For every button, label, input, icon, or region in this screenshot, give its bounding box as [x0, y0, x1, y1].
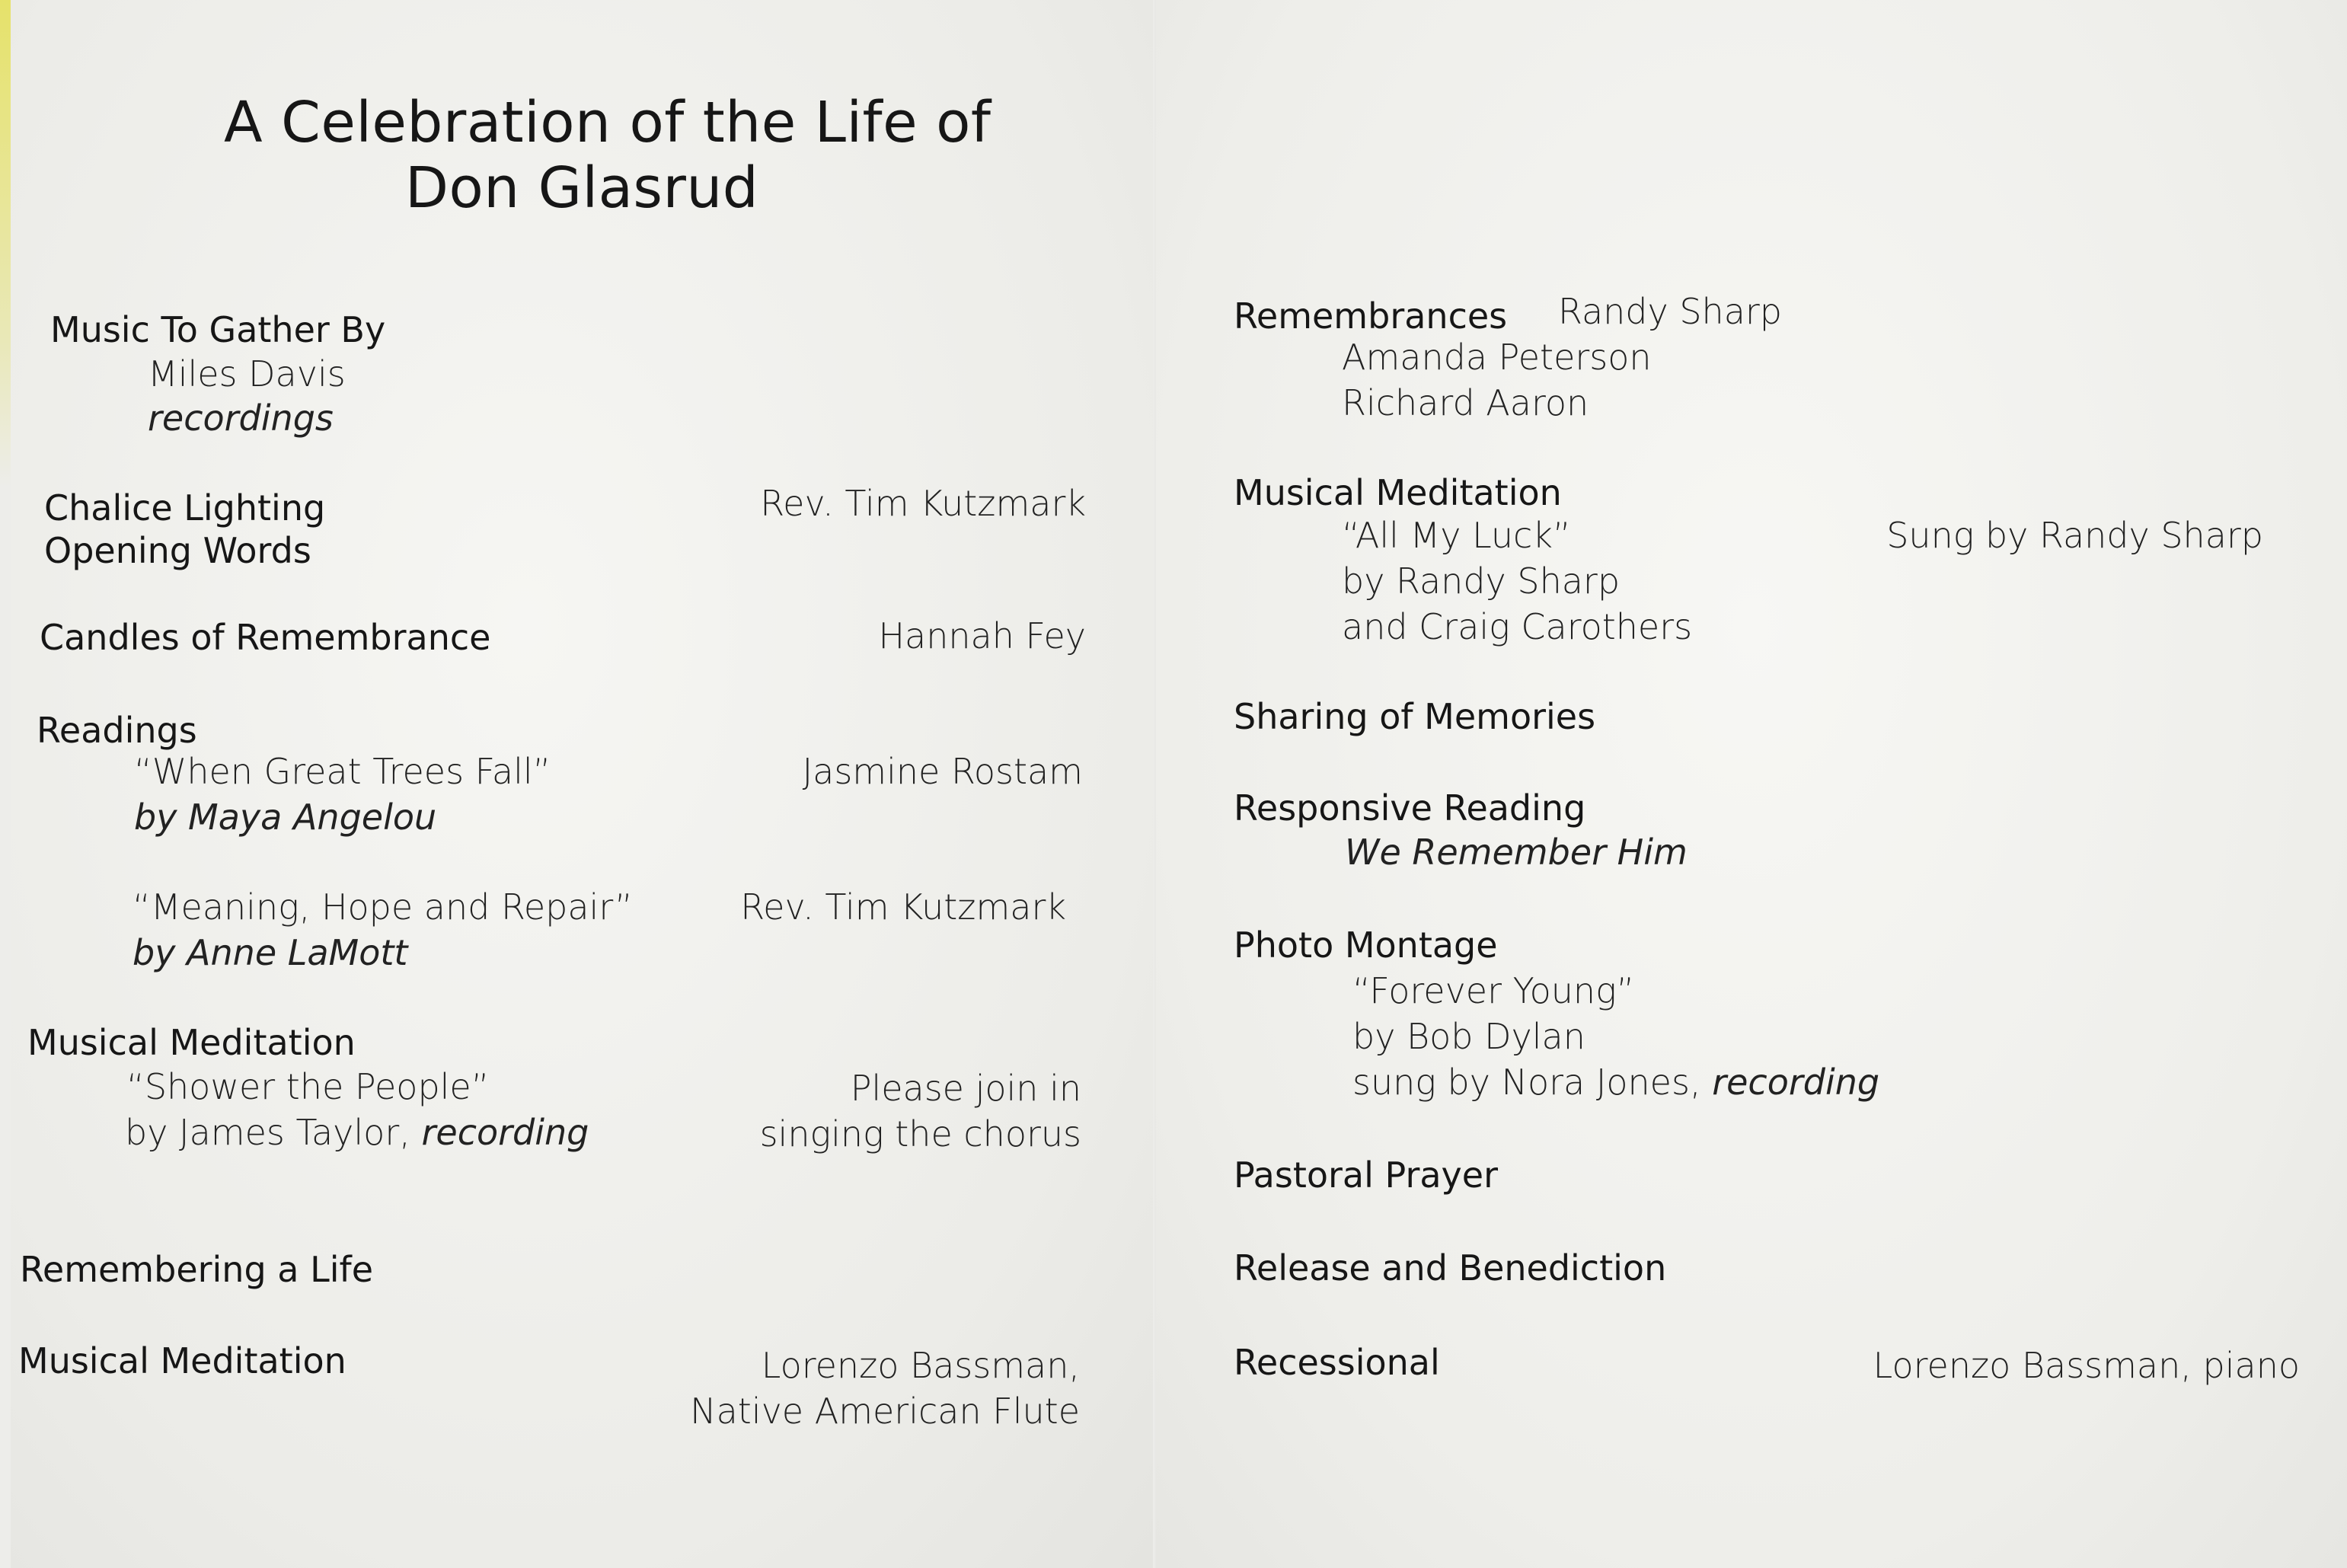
r-musical-meditation-song: “All My Luck” — [1342, 515, 1571, 556]
music-gather-note: recordings — [148, 398, 334, 439]
musical-meditation-2-heading: Musical Meditation — [18, 1340, 346, 1381]
photo-montage-heading: Photo Montage — [1234, 925, 1498, 966]
photo-montage-song: “Forever Young” — [1352, 970, 1635, 1011]
r-musical-meditation-by-1: by Randy Sharp — [1342, 560, 1621, 602]
musical-meditation-note-1: Please join in — [850, 1068, 1081, 1109]
musical-meditation-by-note: recording — [421, 1112, 589, 1153]
musical-meditation-2-performer-2: Native American Flute — [690, 1391, 1080, 1432]
yellow-cover-edge — [0, 0, 11, 487]
sharing-heading: Sharing of Memories — [1234, 696, 1596, 737]
music-gather-heading: Music To Gather By — [50, 309, 386, 350]
photo-montage-by: by Bob Dylan — [1352, 1016, 1585, 1057]
recessional-performer: Lorenzo Bassman, piano — [1873, 1345, 2300, 1386]
candles-leader: Hannah Fey — [878, 615, 1086, 656]
remembering-heading: Remembering a Life — [20, 1249, 373, 1290]
reading-2-reader: Rev. Tim Kutzmark — [740, 886, 1066, 928]
reading-1-author: by Maya Angelou — [134, 797, 437, 838]
title-line-1: A Celebration of the Life of — [224, 90, 991, 155]
remembrance-person-1: Randy Sharp — [1558, 291, 1782, 332]
musical-meditation-heading: Musical Meditation — [27, 1022, 356, 1063]
chalice-heading: Chalice Lighting — [44, 487, 326, 529]
musical-meditation-song: “Shower the People” — [126, 1066, 490, 1107]
candles-heading: Candles of Remembrance — [40, 617, 491, 658]
pastoral-heading: Pastoral Prayer — [1234, 1154, 1498, 1196]
recessional-heading: Recessional — [1234, 1342, 1440, 1383]
musical-meditation-by — [125, 1112, 589, 1153]
r-musical-meditation-heading: Musical Meditation — [1234, 472, 1562, 513]
remembrances-heading: Remembrances — [1234, 295, 1508, 337]
photo-montage-sung — [1352, 1062, 1880, 1103]
photo-montage-sung-text: sung by Nora Jones, — [1352, 1062, 1701, 1103]
musical-meditation-by-text: by James Taylor, — [125, 1112, 410, 1153]
opening-words-heading: Opening Words — [44, 530, 311, 571]
musical-meditation-note-2: singing the chorus — [759, 1113, 1081, 1154]
chalice-leader: Rev. Tim Kutzmark — [760, 483, 1086, 524]
reading-2-author: by Anne LaMott — [133, 932, 408, 973]
responsive-title: We Remember Him — [1345, 832, 1688, 873]
left-page — [11, 0, 1153, 1568]
right-page — [1156, 0, 2347, 1568]
remembrance-person-3: Richard Aaron — [1342, 382, 1589, 423]
reading-1-reader: Jasmine Rostam — [802, 751, 1083, 792]
r-musical-meditation-by-2: and Craig Carothers — [1342, 606, 1693, 647]
photo-montage-sung-note: recording — [1712, 1062, 1880, 1103]
responsive-heading: Responsive Reading — [1234, 787, 1586, 829]
remembrance-person-2: Amanda Peterson — [1342, 337, 1652, 378]
music-gather-artist: Miles Davis — [148, 353, 346, 394]
musical-meditation-2-performer-1: Lorenzo Bassman, — [761, 1345, 1080, 1386]
reading-1-title: “When Great Trees Fall” — [134, 751, 551, 792]
title-line-2: Don Glasrud — [405, 155, 759, 221]
reading-2-title: “Meaning, Hope and Repair” — [133, 886, 634, 928]
readings-heading: Readings — [37, 710, 197, 751]
release-heading: Release and Benediction — [1234, 1247, 1667, 1289]
r-musical-meditation-sung-by: Sung by Randy Sharp — [1886, 515, 2263, 556]
